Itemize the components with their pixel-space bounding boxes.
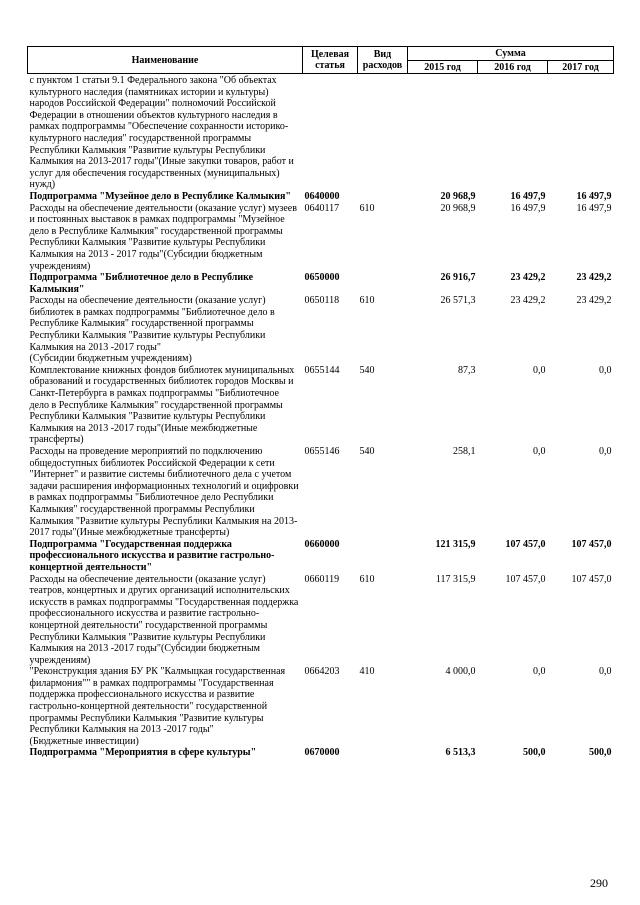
row-target-code: 0655144 — [304, 364, 340, 376]
table-row — [28, 666, 614, 747]
row-sum-2016: 0,0 — [533, 666, 546, 678]
row-sum-2017: 23 429,2 — [576, 272, 612, 284]
row-expense-type — [358, 539, 408, 574]
row-sum-2017: 0,0 — [599, 364, 612, 376]
table-row — [28, 203, 614, 273]
row-sum-2015: 20 968,9 — [440, 202, 476, 214]
budget-table — [27, 46, 614, 759]
row-target-code: 0670000 — [304, 747, 340, 759]
row-sum-2017: 16 497,9 — [576, 190, 612, 202]
header-year-2017: 2017 год — [548, 61, 614, 74]
table-row — [28, 365, 614, 446]
row-sum-2017: 107 457,0 — [571, 573, 612, 585]
row-expense-type: 610 — [359, 202, 375, 214]
row-sum-2016: 500,0 — [523, 747, 546, 759]
row-sum-2015: 26 571,3 — [440, 295, 476, 307]
row-target-code: 0660119 — [304, 573, 340, 585]
row-sum-2016: 16 497,9 — [510, 202, 546, 214]
row-name: Подпрограмма "Библиотечное дело в Республике Калмыкия" — [29, 272, 254, 295]
row-target-code: 0650118 — [304, 295, 340, 307]
row-expense-type: 540 — [359, 446, 375, 457]
row-name: Расходы на обеспечение деятельности (оказание услуг) театров, концертных и других организаций исполнительских искусств в рамках подпрограммы "Государственная поддержка профессионального искусства и развитие гастрольно-концертной деятельности" государственной программы Республики Калмыкия "Развитие культуры Республики Калмыкия на 2013 -2017 годы"(Субсидии бюджетным учреждениям) — [29, 573, 299, 666]
row-name: с пунктом 1 статьи 9.1 Федерального закона "Об объектах культурного наследия (памятниках истории и культуры) народов Российской Федерации" полномочий Российской Федерации в отношении объектов культурного наследия в рамках подпрограммы "Обеспечение сохранности историко-культурного наследия" государственной программы Республики Калмыкия "Развитие культуры Республики Калмыкия на 2013-2017 годы"(Иные закупки товаров, работ и услуг для обеспечения государственных (муниципальных) нужд) — [29, 75, 294, 191]
row-sum-2015: 26 916,7 — [440, 272, 476, 284]
table-row — [28, 446, 614, 539]
row-sum-2015 — [408, 74, 478, 191]
row-sum-2017: 107 457,0 — [571, 538, 612, 550]
row-sum-2017: 16 497,9 — [576, 202, 612, 214]
row-target-code: 0650000 — [304, 272, 340, 284]
row-sum-2017: 0,0 — [599, 446, 612, 457]
row-sum-2016: 23 429,2 — [510, 272, 546, 284]
row-sum-2016: 107 457,0 — [505, 538, 546, 550]
row-sum-2016: 0,0 — [533, 364, 546, 376]
row-sum-2015: 117 315,9 — [435, 573, 476, 585]
row-sum-2016: 16 497,9 — [510, 190, 546, 202]
row-expense-type — [358, 74, 408, 191]
table-row — [28, 747, 614, 759]
header-year-2015: 2015 год — [408, 61, 478, 74]
row-sum-2015: 121 315,9 — [435, 538, 476, 550]
row-name: Подпрограмма "Государственная поддержка профессионального искусства и развитие гастрольно-концертной деятельности" — [29, 538, 275, 573]
row-sum-2016: 107 457,0 — [505, 573, 546, 585]
row-sum-2015: 20 968,9 — [440, 190, 476, 202]
row-name: Расходы на обеспечение деятельности (оказание услуг) музеев и постоянных выставок в рамках подпрограммы "Музейное дело в Республике Калмыкия" государственной программы Республики Калмыкия "Развитие культуры Республики Калмыкия на 2013 - 2017 годы"(Субсидии бюджетным учреждениям) — [29, 202, 297, 272]
row-sum-2015: 6 513,3 — [445, 747, 476, 759]
row-sum-2017 — [548, 74, 614, 191]
table-row — [28, 574, 614, 667]
row-sum-2016 — [478, 74, 548, 191]
row-expense-type: 610 — [359, 573, 375, 585]
row-expense-type: 610 — [359, 295, 375, 307]
header-sum: Сумма — [408, 47, 614, 61]
row-sum-2017: 23 429,2 — [576, 295, 612, 307]
row-sum-2017: 0,0 — [599, 666, 612, 678]
table-row — [28, 295, 614, 365]
row-target-code: 0640000 — [304, 190, 340, 202]
row-target-code — [303, 74, 358, 191]
header-year-2016: 2016 год — [478, 61, 548, 74]
row-target-code: 0664203 — [304, 666, 340, 678]
row-sum-2017: 500,0 — [589, 747, 612, 759]
table-body — [28, 74, 614, 760]
table-row — [28, 539, 614, 574]
row-expense-type — [358, 747, 408, 759]
row-name: "Реконструкция здания БУ РК "Калмыцкая государственная филармония"" в рамках подпрограммы "Государственная поддержка профессионального искусства и развитие гастрольно-концертной деятельности" государственной программы Республики Калмыкия "Развитие культуры Республики Калмыкия на 2013 -2017 годы" (Бюджетные инвестиции) — [29, 666, 286, 747]
row-target-code: 0640117 — [304, 202, 340, 214]
table-row — [28, 272, 614, 295]
row-target-code: 0660000 — [304, 538, 340, 550]
row-sum-2015: 87,3 — [458, 364, 476, 376]
row-sum-2016: 0,0 — [533, 446, 546, 457]
page-number: 290 — [590, 876, 608, 890]
row-expense-type: 540 — [359, 364, 375, 376]
row-sum-2015: 4 000,0 — [445, 666, 476, 678]
row-name: Расходы на проведение мероприятий по подключению общедоступных библиотек Российской Федерации к сети "Интернет" и развитие системы библиотечного дела с учетом задачи расширения информационных технологий и оцифровки в рамках подпрограммы "Библиотечное дело Республики Калмыкия" государственной программы Республики Калмыкия "Развитие культуры Республики Калмыкия на 2013-2017 годы"(Иные межбюджетные трансферты) — [29, 446, 299, 539]
row-name: Подпрограмма "Мероприятия в сфере культуры" — [29, 747, 257, 759]
row-expense-type — [358, 191, 408, 203]
row-sum-2015: 258,1 — [453, 446, 476, 457]
header-name: Наименование — [28, 47, 303, 74]
row-target-code: 0655146 — [304, 446, 340, 457]
table-header — [28, 47, 614, 74]
row-expense-type — [358, 272, 408, 295]
row-expense-type: 410 — [359, 666, 375, 678]
row-name: Подпрограмма "Музейное дело в Республике Калмыкия" — [29, 190, 291, 202]
header-expense-type: Вид расходов — [358, 47, 408, 74]
table-row — [28, 191, 614, 203]
table-row — [28, 74, 614, 191]
header-target-article: Целевая статья — [303, 47, 358, 74]
row-sum-2016: 23 429,2 — [510, 295, 546, 307]
row-name: Комплектование книжных фондов библиотек муниципальных образований и государственных библиотек городов Москвы и Санкт-Петербурга в рамках подпрограммы "Библиотечное дело в Республике Калмыкия" государственной программы Республики Калмыкия "Развитие культуры Республики Калмыкия на 2013 -2017 годы"(Иные межбюджетные трансферты) — [29, 364, 295, 446]
row-name: Расходы на обеспечение деятельности (оказание услуг) библиотек в рамках подпрограммы "Библиотечное дело в Республике Калмыкия" государственной программы Республики Калмыкия "Развитие культуры Республики Калмыкия на 2013 -2017 годы" (Субсидии бюджетным учреждениям) — [29, 295, 275, 365]
